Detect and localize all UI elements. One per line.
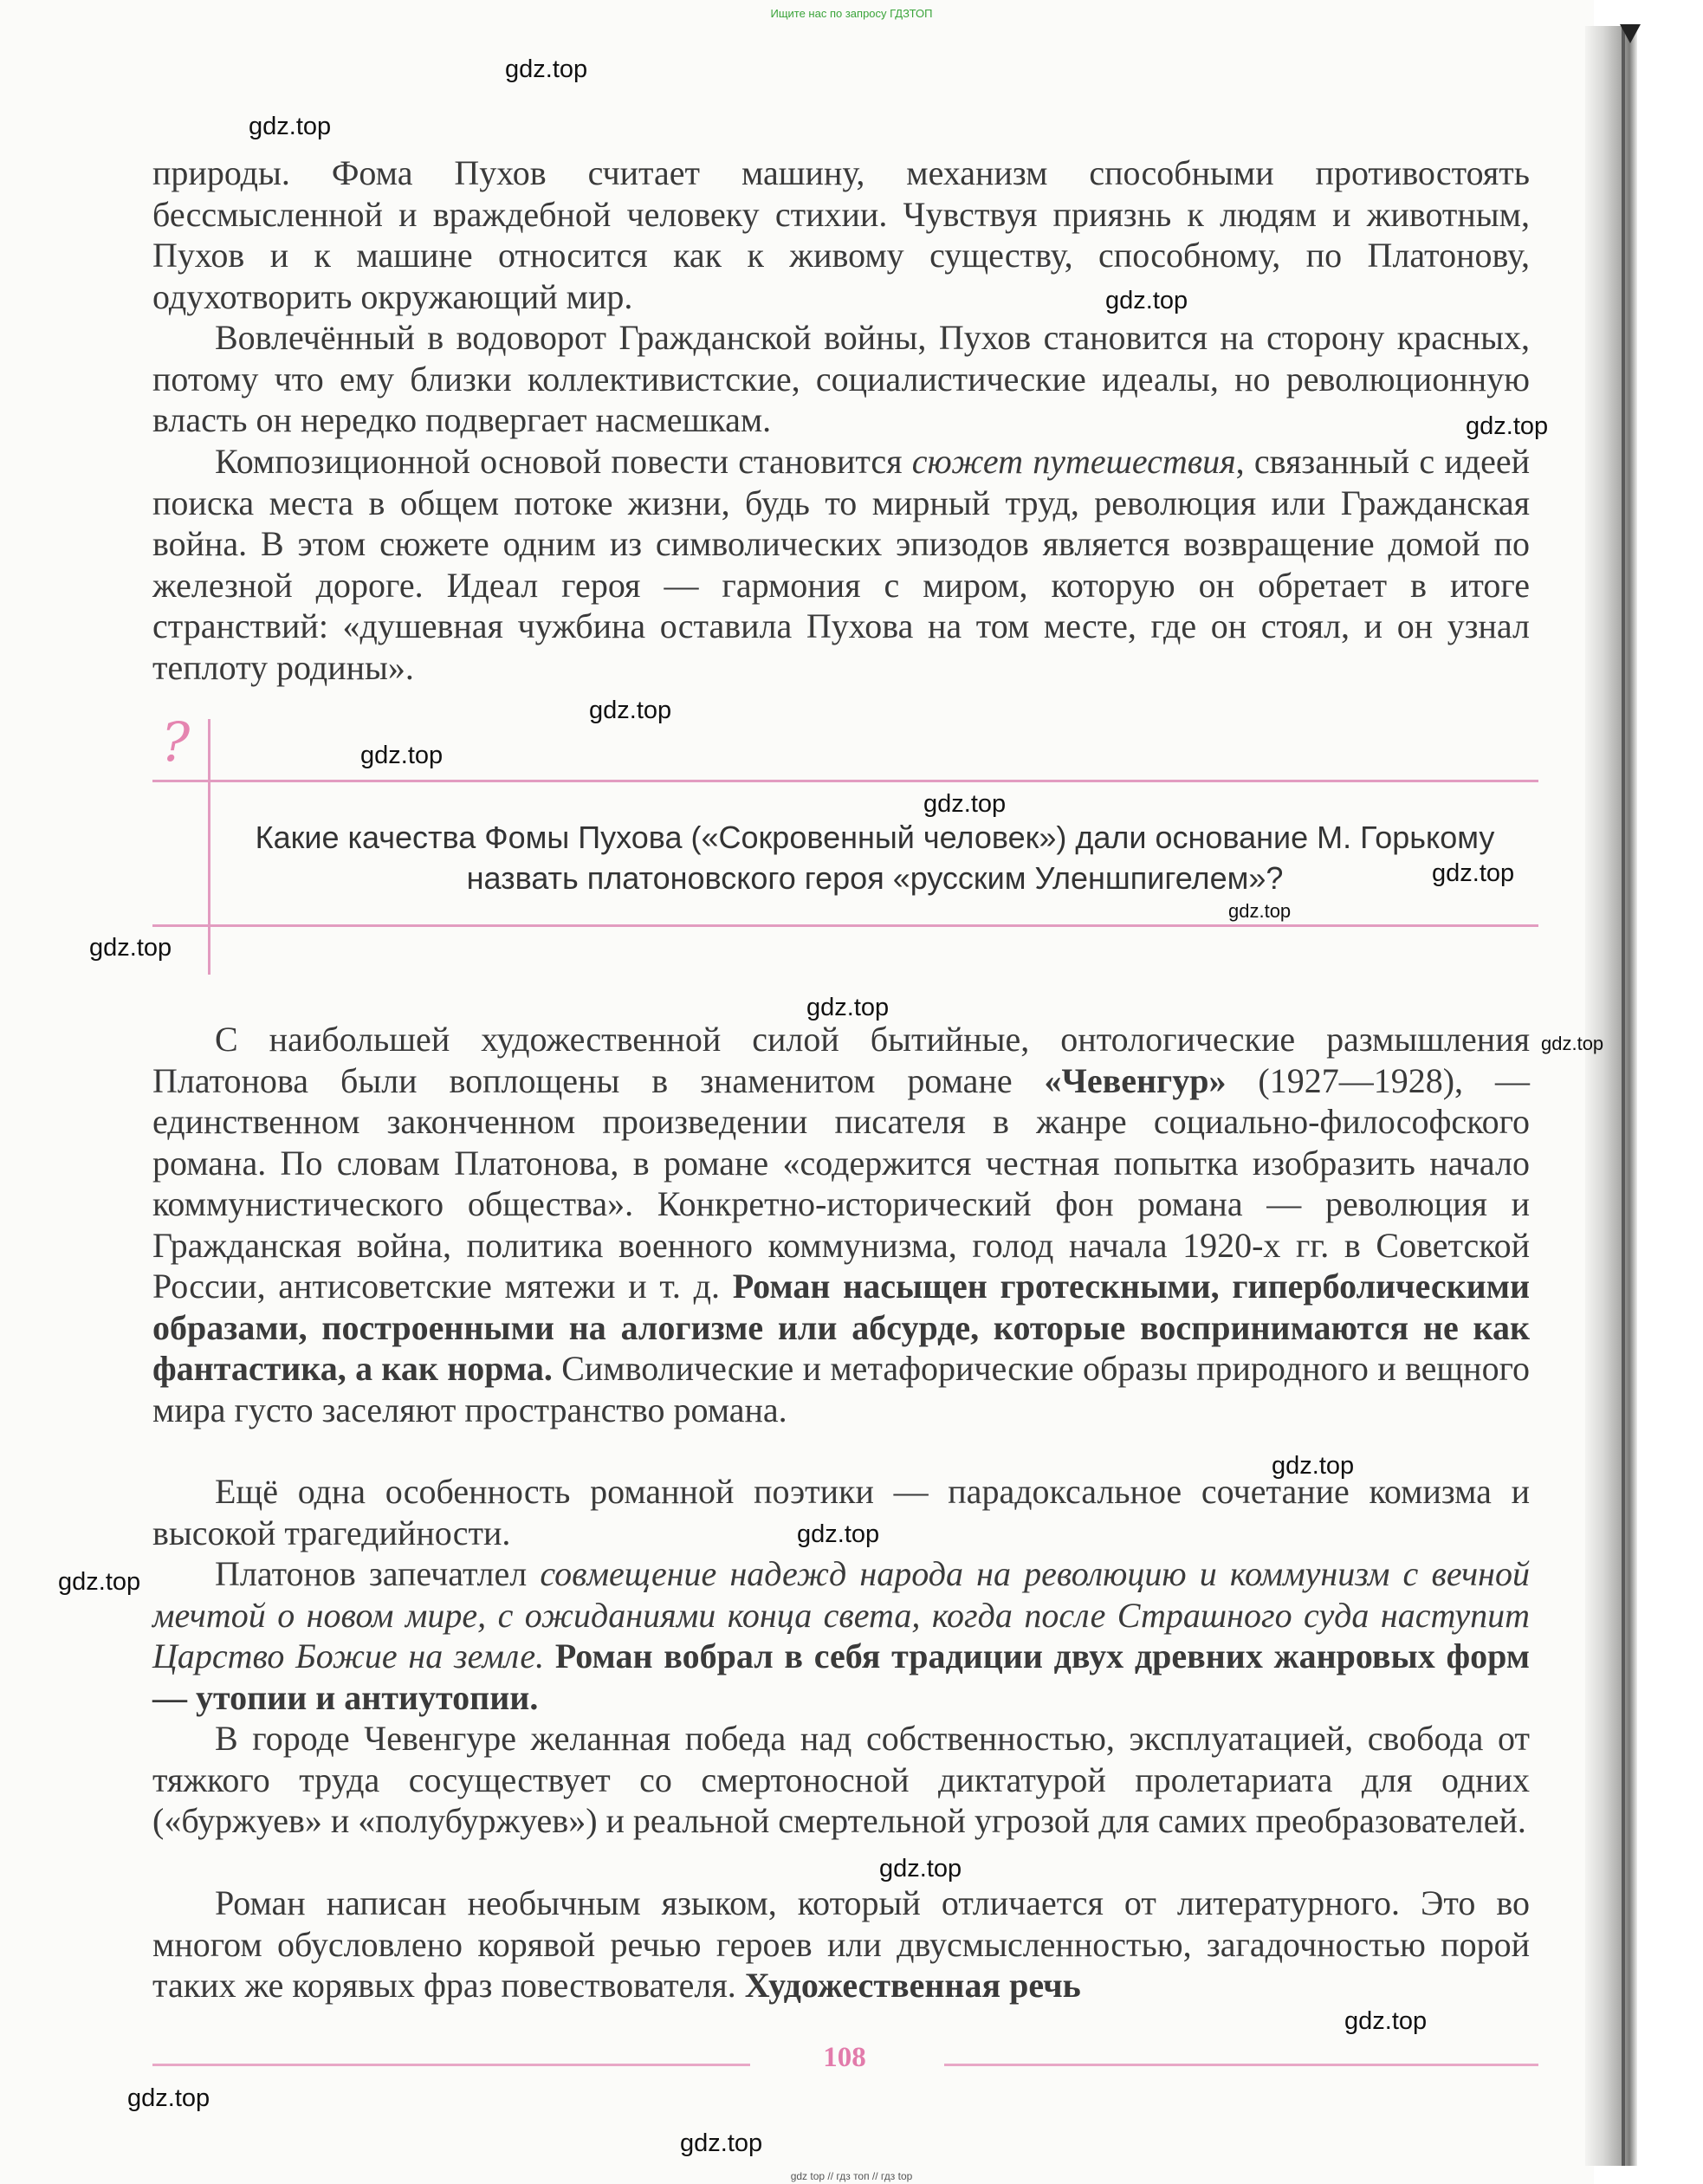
question-box-vertical-line: [208, 719, 210, 975]
book-spine: [1585, 26, 1637, 2166]
paragraph-3: [152, 441, 1530, 688]
question-box-bottom-line: [152, 924, 1538, 927]
paragraph-4-text-c: (1927—1928), — единственном законченном произведении писателя в жанре социально-философского романа. По словам Платонова, в романе «содержится честная попытка изобразить начало коммунистического общества». Конкретно-исторический фон романа — революция и Гражданская война, политика военного коммунизма, голод начала 1920-х гг. в Советской России, антисоветские мятежи и т. д.: [152, 1060, 1530, 1306]
watermark: gdz.top: [680, 2129, 763, 2157]
top-banner: Ищите нас по запросу ГДЗТОП: [770, 7, 933, 20]
paragraph-3-text-a: Композиционной основой повести становится: [215, 442, 912, 481]
paragraph-4-text-e: Символические и метафорические образы природного и вещного мира густо заселяют пространство романа.: [152, 1349, 1530, 1429]
watermark: gdz.top: [360, 742, 444, 769]
paragraph-1: природы. Фома Пухов считает машину, механизм способными противостоять бессмысленной и враждебной человеку стихии. Чувствуя приязнь к людям и животным, Пухов и к машине относится как к живому существу, способному, по Платонову, одухотворить окружающий мир.: [152, 153, 1530, 316]
page-number: 108: [823, 2042, 866, 2073]
corner-triangle-icon: [1620, 24, 1641, 43]
watermark: gdz.top: [1105, 287, 1188, 314]
watermark: gdz.top: [249, 113, 332, 140]
bottom-banner: gdz top // гдз топ // гдз top: [790, 2170, 913, 2182]
paragraph-7: В городе Чевенгуре желанная победа над собственностью, эксплуатацией, свобода от тяжкого труда сосуществует со смертоносной диктатурой пролетариата для одних («буржуев» и «полубуржуев») и реальной смертельной угрозой для самих преобразователей.: [152, 1719, 1530, 1840]
book-spine-edge: [1622, 26, 1625, 2166]
question-box-top-line: [152, 780, 1538, 782]
watermark: gdz.top: [797, 1520, 880, 1548]
paragraph-5: Ещё одна особенность романной поэтики — парадоксальное сочетание комизма и высокой трагедийности.: [152, 1472, 1530, 1552]
watermark: gdz.top: [1432, 859, 1515, 887]
watermark: gdz.top: [879, 1855, 962, 1883]
paragraph-8-text-a: Роман написан необычным языком, который отличается от литературного. Это во многом обусловлено корявой речью героев или двусмысленностью, загадочностью порой таких же корявых фраз повествователя.: [152, 1883, 1530, 2005]
question-text: Какие качества Фомы Пухова («Сокровенный человек») дали основание М. Горькому назвать платоновского героя «русским Уленшпигелем»?: [255, 820, 1495, 896]
question-mark-icon: ?: [161, 710, 191, 774]
watermark: gdz.top: [1228, 900, 1292, 922]
watermark: gdz.top: [1344, 2007, 1428, 2035]
watermark: gdz.top: [89, 934, 172, 962]
footer-line-right: [944, 2064, 1538, 2066]
watermark: gdz.top: [1272, 1452, 1355, 1480]
paragraph-4-text-a: С наибольшей художественной силой бытийные, онтологические размышления Платонова были воплощены в знаменитом романе: [152, 1020, 1530, 1100]
paragraph-4: [152, 1019, 1530, 1430]
watermark: gdz.top: [127, 2084, 210, 2112]
paragraph-3-italic: сюжет путешествия: [911, 442, 1236, 481]
novel-title-bold: «Чевенгур»: [1044, 1060, 1227, 1100]
watermark: gdz.top: [505, 55, 588, 83]
paragraph-4-bold: Роман насыщен гротескными, гиперболическими образами, построенными на алогизме или абсурде, которые воспринимаются не как фантастика, а как норма.: [152, 1267, 1530, 1388]
paragraph-6-text-a: Платонов запечатлел: [215, 1554, 541, 1593]
watermark: gdz.top: [1466, 412, 1549, 440]
footer-line-left: [152, 2064, 750, 2066]
watermark: gdz.top: [806, 994, 890, 1021]
paragraph-6-space: [544, 1636, 555, 1675]
paragraph-6-bold: Роман вобрал в себя традиции двух древних жанровых форм — утопии и антиутопии.: [152, 1636, 1531, 1717]
watermark: gdz.top: [58, 1568, 141, 1596]
watermark: gdz.top: [1541, 1033, 1604, 1054]
watermark: gdz.top: [923, 790, 1007, 818]
paragraph-8-bold: Художественная речь: [744, 1966, 1081, 2005]
paragraph-2: Вовлечённый в водоворот Гражданской войны, Пухов становится на сторону красных, потому что ему близки коллективистские, социалистические идеалы, но революционную власть он нередко подвергает насмешкам.: [152, 318, 1530, 439]
watermark: gdz.top: [589, 697, 672, 724]
paragraph-8: [152, 1883, 1530, 2006]
paragraph-6-italic: совмещение надежд народа на революцию и коммунизм с вечной мечтой о новом мире, с ожиданиями конца света, когда после Страшного суда наступит Царство Божие на земле.: [152, 1554, 1530, 1675]
paragraph-3-text-c: , связанный с идеей поиска места в общем потоке жизни, будь то мирный труд, революция или Гражданская война. В этом сюжете одним из символических эпизодов является возвращение домой по железной дороге. Идеал героя — гармония с миром, которую он обретает в итоге странствий: «душевная чужбина оставила Пухова на том месте, где он стоял, и он узнал теплоту родины».: [152, 442, 1530, 687]
paragraph-6: [152, 1553, 1530, 1718]
